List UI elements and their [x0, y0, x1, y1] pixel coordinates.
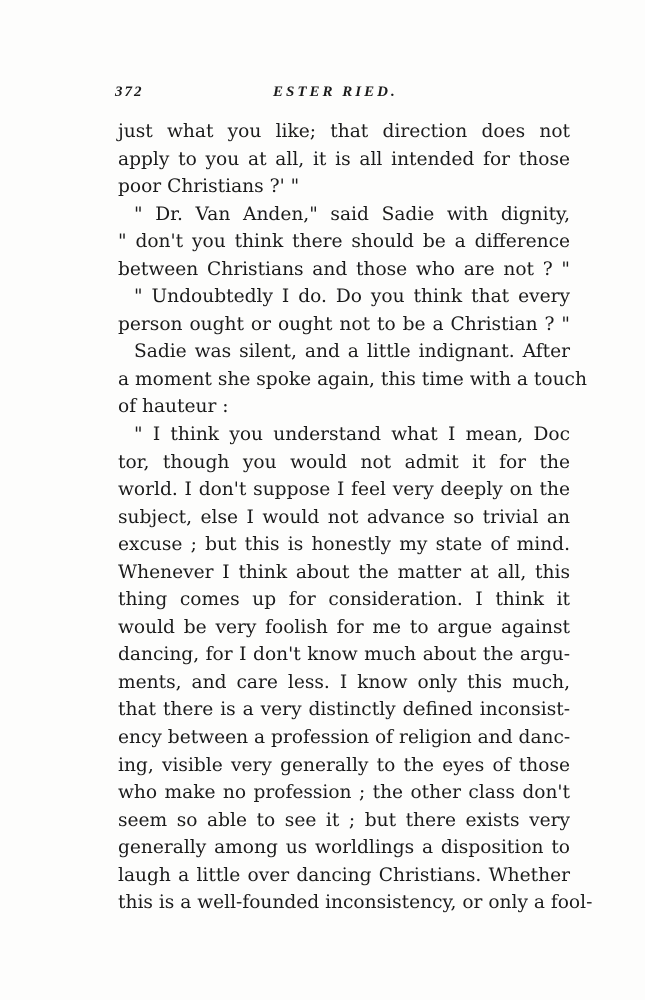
running-header — [115, 84, 570, 108]
text-line: world. I don't suppose I feel very deeply on the — [118, 479, 570, 501]
text-line: apply to you at all, it is all intended for those — [118, 148, 570, 170]
text-line: " Undoubtedly I do. Do you think that every — [134, 286, 570, 308]
text-line: " I think you understand what I mean, Doc — [134, 424, 570, 446]
text-line: dancing, for I don't know much about the argu- — [118, 644, 570, 666]
text-line: thing comes up for consideration. I think it — [118, 589, 570, 611]
text-line: " don't you think there should be a difference — [118, 231, 570, 253]
text-line: ency between a profession of religion and danc- — [118, 727, 571, 749]
text-line: laugh a little over dancing Christians. Whether — [118, 864, 570, 886]
text-line: person ought or ought not to be a Christian ? " — [118, 313, 570, 335]
text-line: subject, else I would not advance so trivial an — [118, 506, 570, 528]
text-line: seem so able to see it ; but there exists very — [118, 809, 570, 831]
text-line: Whenever I think about the matter at all, this — [118, 561, 570, 583]
text-line: between Christians and those who are not ? " — [118, 258, 570, 280]
text-line: ments, and care less. I know only this much, — [118, 671, 570, 693]
text-line: generally among us worldlings a disposition to — [118, 837, 570, 859]
text-line: who make no profession ; the other class don't — [118, 782, 570, 804]
text-line: just what you like; that direction does not — [118, 121, 570, 142]
body-text — [118, 118, 593, 917]
text-line: Sadie was silent, and a little indignant. After — [134, 341, 570, 363]
text-line: ing, visible very generally to the eyes of those — [118, 754, 570, 776]
page-number: 372 — [115, 84, 144, 100]
text-line: tor, though you would not admit it for the — [118, 451, 570, 473]
text-line: " Dr. Van Anden," said Sadie with dignity, — [134, 203, 570, 225]
text-line: this is a well-founded inconsistency, or only a fool- — [118, 892, 593, 914]
text-line: a moment she spoke again, this time with a touch — [118, 368, 587, 390]
running-title: ESTER RIED. — [273, 84, 398, 100]
text-line: would be very foolish for me to argue against — [118, 616, 570, 638]
text-line: poor Christians ?' " — [118, 176, 300, 198]
text-line: excuse ; but this is honestly my state of mind. — [118, 534, 570, 556]
text-line: of hauteur : — [118, 396, 229, 418]
text-line: that there is a very distinctly defined inconsist- — [118, 699, 570, 721]
